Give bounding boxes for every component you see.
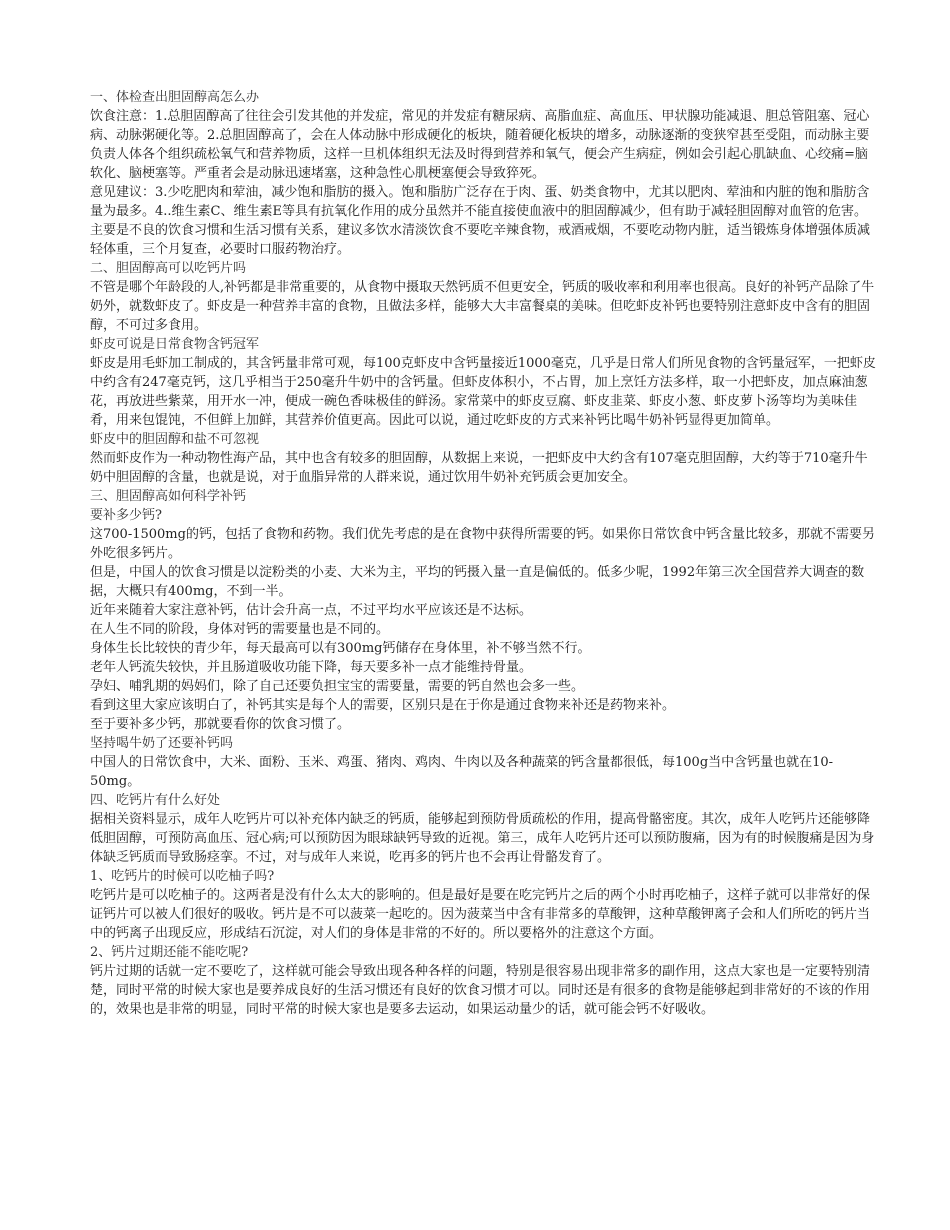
section-heading: 虾皮可说是日常食物含钙冠军 — [90, 337, 260, 352]
body-paragraph: 虾皮是用毛虾加工制成的，其含钙量非常可观，每100克虾皮中含钙量接近1000毫克，几乎是日常人们所见食物的含钙量冠军，一把虾皮中约含有247毫克钙，这几乎相当于250毫升牛奶中的含钙量。但虾皮体积小，不占胃，加上烹饪方法多样，取一小把虾皮，加点麻油葱花，再放进些紫菜，用开水一冲，便成一碗色香味极佳的鲜汤。家常菜中的虾皮豆腐、虾皮韭菜、虾皮小葱、虾皮萝卜汤等均为美味佳肴，用来包馄饨，不但鲜上加鲜，其营养价值更高。因此可以说，通过吃虾皮的方式来补钙比喝牛奶补钙显得更加简单。 — [90, 356, 876, 428]
body-paragraph: 近年来随着大家注意补钙，估计会升高一点，不过平均水平应该还是不达标。 — [90, 603, 533, 618]
body-paragraph: 中国人的日常饮食中，大米、面粉、玉米、鸡蛋、猪肉、鸡肉、牛肉以及各种蔬菜的钙含量都很低，每100g当中含钙量也就在10-50mg。 — [90, 755, 834, 789]
section-heading: 三、胆固醇高如何科学补钙 — [90, 489, 247, 504]
body-paragraph: 至于要补多少钙，那就要看你的饮食习惯了。 — [90, 717, 351, 732]
body-paragraph: 孕妇、哺乳期的妈妈们，除了自己还要负担宝宝的需要量，需要的钙自然也会多一些。 — [90, 679, 585, 694]
body-paragraph: 在人生不同的阶段，身体对钙的需要量也是不同的。 — [90, 622, 390, 637]
body-paragraph: 饮食注意：1.总胆固醇高了往往会引发其他的并发症，常见的并发症有糖尿病、高脂血症、高血压、甲状腺功能减退、胆总管阻塞、冠心病、动脉粥硬化等。2.总胆固醇高了，会在人体动脉中形成硬化的板块，随着硬化板块的增多，动脉逐渐的变狭窄甚至受阻，而动脉主要负责人体各个组织疏松氧气和营养物质，这样一旦机体组织无法及时得到营养和氧气，便会产生病症，例如会引起心肌缺血、心绞痛=脑软化、脑梗塞等。严重者会是动脉迅速堵塞，这种急性心肌梗塞便会导致猝死。 — [90, 109, 870, 181]
body-paragraph: 这700-1500mg的钙，包括了食物和药物。我们优先考虑的是在食物中获得所需要的钙。如果你日常饮食中钙含量比较多，那就不需要另外吃很多钙片。 — [90, 527, 875, 561]
body-paragraph: 但是，中国人的饮食习惯是以淀粉类的小麦、大米为主，平均的钙摄入量一直是偏低的。低多少呢，1992年第三次全国营养大调查的数据，大概只有400mg，不到一半。 — [90, 565, 865, 599]
section-heading: 二、胆固醇高可以吃钙片吗 — [90, 261, 247, 276]
body-paragraph: 钙片过期的话就一定不要吃了，这样就可能会导致出现各种各样的问题，特别是很容易出现非常多的副作用，这点大家也是一定要特别清楚，同时平常的时候大家也是要养成良好的生活习惯还有良好的饮食习惯才可以。同时还是有很多的食物是能够起到非常好的不该的作用的，效果也是非常的明显，同时平常的时候大家也是要多去运动，如果运动量少的话，就可能会钙不好吸收。 — [90, 964, 871, 1017]
document-body — [90, 88, 880, 1019]
section-heading: 一、体检查出胆固醇高怎么办 — [90, 90, 260, 105]
section-heading: 1、吃钙片的时候可以吃柚子吗? — [90, 869, 275, 884]
body-paragraph: 据相关资料显示，成年人吃钙片可以补充体内缺乏的钙质，能够起到预防骨质疏松的作用，提高骨骼密度。其次，成年人吃钙片还能够降低胆固醇，可预防高血压、冠心病;可以预防因为眼球缺钙导致的近视。第三，成年人吃钙片还可以预防腹痛，因为有的时候腹痛是因为身体缺乏钙质而导致肠痉挛。不过，对与成年人来说，吃再多的钙片也不会再让骨骼发育了。 — [90, 812, 875, 865]
section-heading: 要补多少钙? — [90, 508, 162, 523]
body-paragraph: 看到这里大家应该明白了，补钙其实是每个人的需要，区别只是在于你是通过食物来补还是药物来补。 — [90, 698, 676, 713]
section-heading: 虾皮中的胆固醇和盐不可忽视 — [90, 432, 260, 447]
section-heading: 2、钙片过期还能不能吃呢? — [90, 945, 249, 960]
body-paragraph: 意见建议：3.少吃肥肉和荤油，减少饱和脂肪的摄入。饱和脂肪广泛存在于肉、蛋、奶类食物中，尤其以肥肉、荤油和内脏的饱和脂肪含量为最多。4..维生素C、维生素E等具有抗氧化作用的成分虽然并不能直接使血液中的胆固醇减少，但有助于减轻胆固醇对血管的危害。 — [90, 185, 870, 219]
body-paragraph: 老年人钙流失较快，并且肠道吸收功能下降，每天要多补一点才能维持骨量。 — [90, 660, 533, 675]
body-paragraph: 然而虾皮作为一种动物性海产品，其中也含有较多的胆固醇，从数据上来说，一把虾皮中大约含有107毫克胆固醇，大约等于710毫升牛奶中胆固醇的含量，也就是说，对于血脂异常的人群来说，通过饮用牛奶补充钙质会更加安全。 — [90, 451, 868, 485]
body-paragraph: 不管是哪个年龄段的人,补钙都是非常重要的，从食物中摄取天然钙质不但更安全，钙质的吸收率和利用率也很高。良好的补钙产品除了牛奶外，就数虾皮了。虾皮是一种营养丰富的食物，且做法多样，能够大大丰富餐桌的美味。但吃虾皮补钙也要特别注意虾皮中含有的胆固醇，不可过多食用。 — [90, 280, 875, 333]
body-paragraph: 吃钙片是可以吃柚子的。这两者是没有什么太大的影响的。但是最好是要在吃完钙片之后的两个小时再吃柚子，这样子就可以非常好的保证钙片可以被人们很好的吸收。钙片是不可以菠菜一起吃的。因为菠菜当中含有非常多的草酸钾，这种草酸钾离子会和人们所吃的钙片当中的钙离子出现反应，形成结石沉淀，对人们的身体是非常的不好的。所以要格外的注意这个方面。 — [90, 888, 871, 941]
body-paragraph: 身体生长比较快的青少年，每天最高可以有300mg钙储存在身体里，补不够当然不行。 — [90, 641, 591, 656]
section-heading: 坚持喝牛奶了还要补钙吗 — [90, 736, 234, 751]
section-heading: 四、吃钙片有什么好处 — [90, 793, 221, 808]
body-paragraph: 主要是不良的饮食习惯和生活习惯有关系，建议多饮水清淡饮食不要吃辛辣食物，戒酒戒烟，不要吃动物内脏，适当锻炼身体增强体质减轻体重，三个月复查，必要时口服药物治疗。 — [90, 223, 871, 257]
